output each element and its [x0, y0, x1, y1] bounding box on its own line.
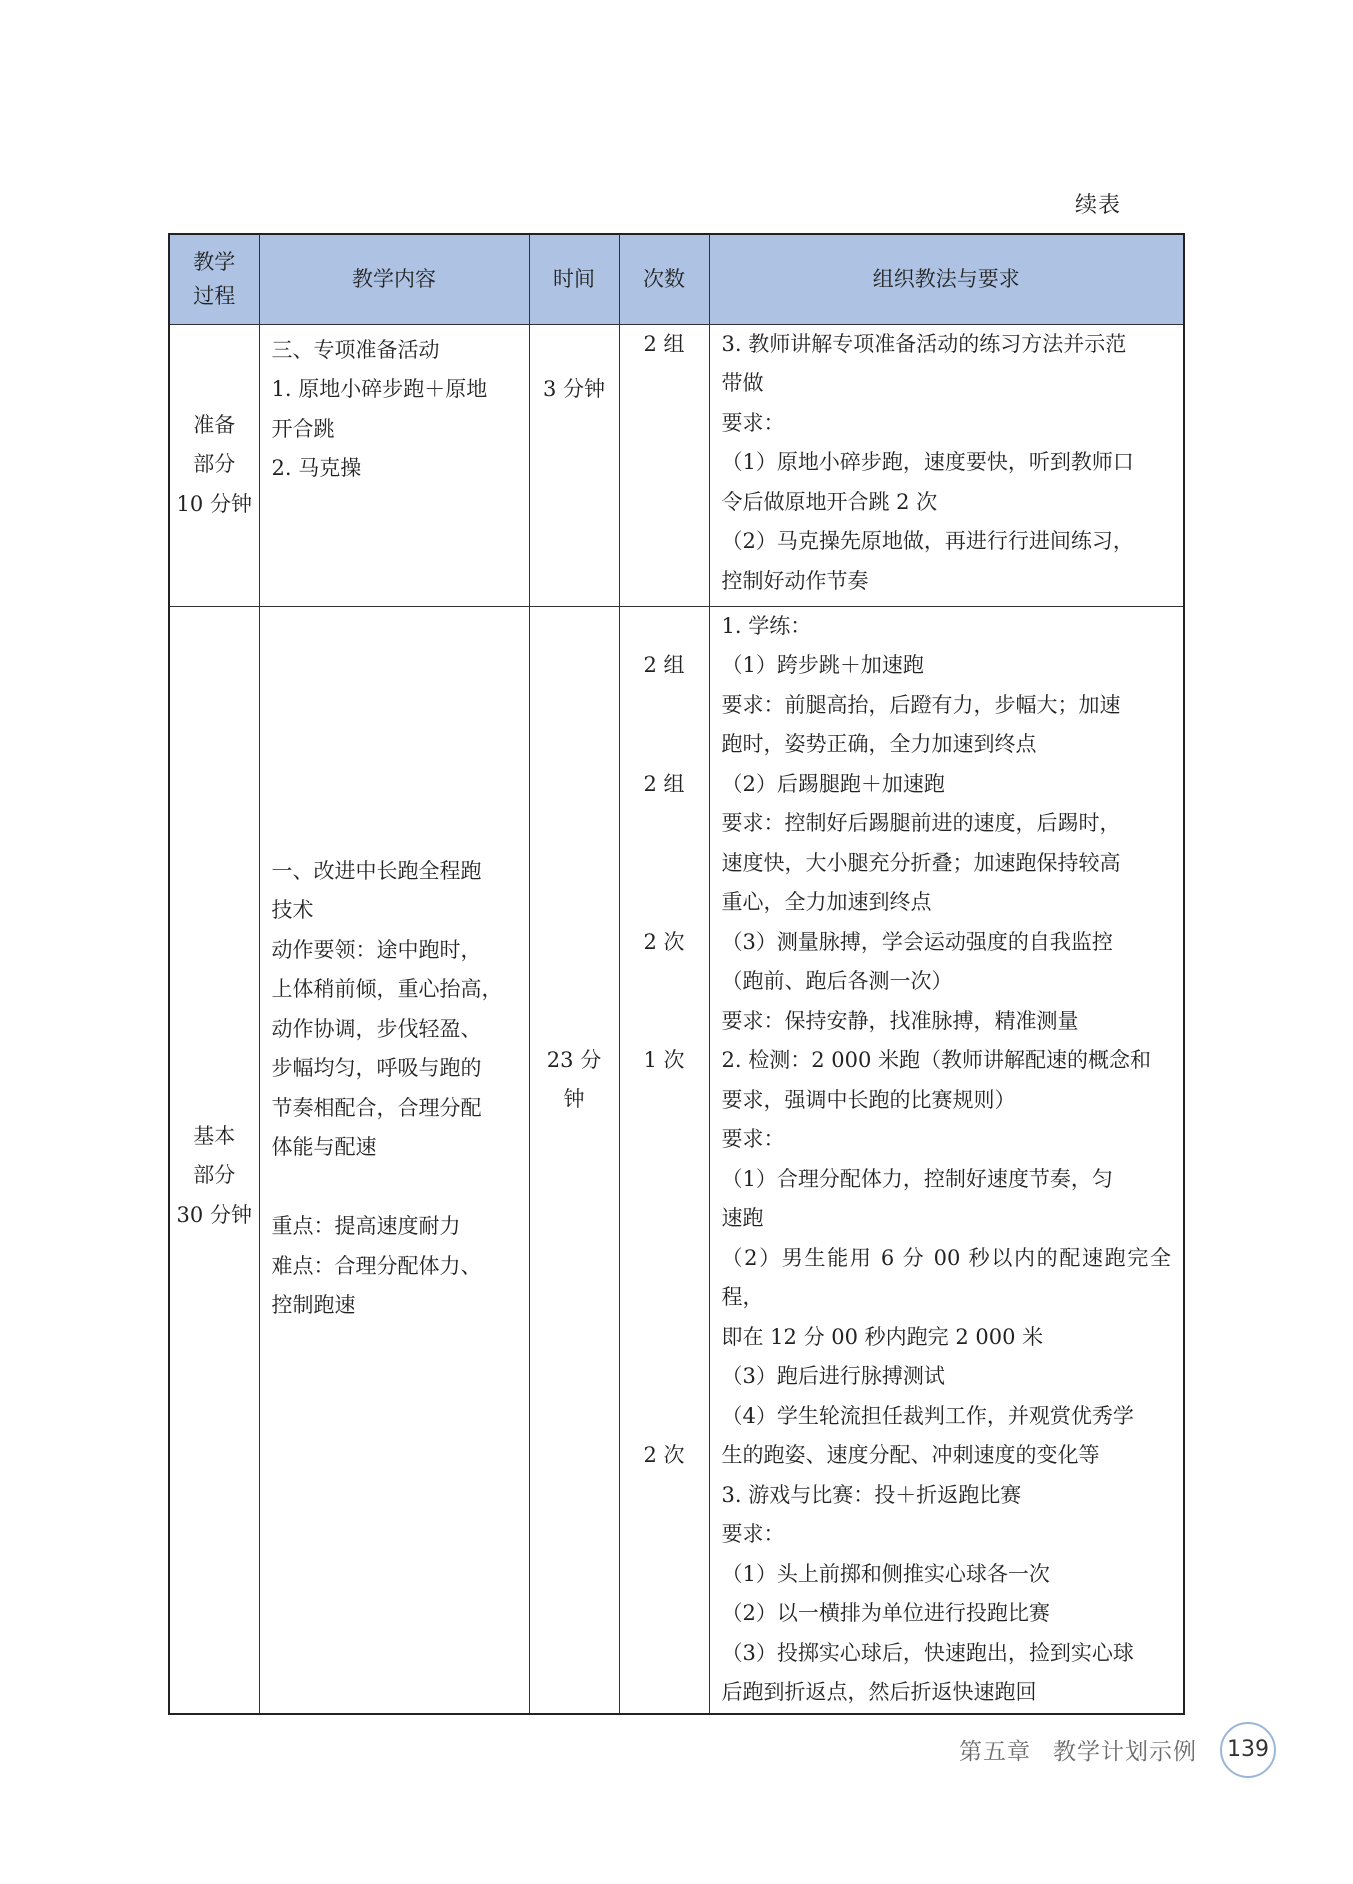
times-line — [632, 1239, 697, 1279]
times-line — [632, 804, 697, 844]
times-line — [632, 1120, 697, 1160]
method-line: 生的跑姿、速度分配、冲刺速度的变化等 — [721, 1443, 1100, 1467]
lesson-plan-table — [168, 233, 1185, 1715]
continued-label: 续表 — [1074, 193, 1121, 218]
method-line: 跑时，姿势正确，全力加速到终点 — [721, 732, 1037, 756]
times-line: 1 次 — [643, 1048, 685, 1072]
method-line: 3. 游戏与比赛：投＋折返跑比赛 — [721, 1482, 1022, 1507]
method-line: 速跑 — [721, 1206, 764, 1230]
method-line: 后跑到折返点，然后折返快速跑回 — [721, 1680, 1037, 1704]
times-line — [632, 962, 697, 1002]
times-line — [632, 1555, 697, 1595]
times-line — [632, 1081, 697, 1121]
method-line: （1）合理分配体力，控制好速度节奏，匀 — [721, 1166, 1113, 1191]
header-process: 教学 过程 — [169, 234, 259, 324]
times-line — [632, 1397, 697, 1437]
times-line — [632, 1476, 697, 1516]
content-cell: 三、专项准备活动 1. 原地小碎步跑＋原地 开合跳 2. 马克操 — [259, 324, 529, 606]
times-line — [632, 1357, 697, 1397]
method-line: 2. 检测：2 000 米跑（教师讲解配速的概念和 — [721, 1048, 1152, 1072]
content-cell: 一、改进中长跑全程跑 技术 动作要领：途中跑时， 上体稍前倾，重心抬高， 动作协调，步伐轻盈、 步幅均匀，呼吸与跑的 节奏相配合，合理分配 体能与配速 重点：提高速度耐力 难点：合理分配体力、 控制跑速 — [259, 606, 529, 1714]
table-row — [169, 324, 1184, 606]
page-number: 139 — [1220, 1722, 1276, 1778]
table-row — [169, 606, 1184, 1714]
method-line: 要求：前腿高抬，后蹬有力，步幅大；加速 — [721, 692, 1121, 717]
page-footer — [959, 1733, 1197, 1766]
method-line: 即在 12 分 00 秒内跑完 2 000 米 — [721, 1324, 1044, 1349]
times-line — [632, 607, 697, 647]
method-line: 要求： — [721, 1127, 785, 1151]
method-line: （1）头上前掷和侧推实心球各一次 — [721, 1561, 1050, 1586]
header-content: 教学内容 — [259, 234, 529, 324]
method-line: （2）后踢腿跑＋加速跑 — [721, 771, 945, 796]
times-line — [632, 1199, 697, 1239]
times-line: 2 次 — [643, 1443, 685, 1467]
header-times: 次数 — [619, 234, 709, 324]
time-cell: 3 分钟 — [529, 324, 619, 606]
times-line: 2 组 — [643, 771, 685, 796]
times-line — [632, 1278, 697, 1318]
times-line — [632, 686, 697, 726]
method-line: （2）男生能用 6 分 00 秒以内的配速跑完全程， — [721, 1245, 1171, 1309]
method-line: （跑前、跑后各测一次） — [721, 969, 953, 993]
chapter-title: 教学计划示例 — [1053, 1739, 1197, 1765]
chapter-label: 第五章 — [959, 1739, 1031, 1765]
times-line — [632, 725, 697, 765]
times-line — [632, 1002, 697, 1042]
method-line: 要求： — [721, 1522, 785, 1546]
header-time: 时间 — [529, 234, 619, 324]
method-line: （3）投掷实心球后，快速跑出，捡到实心球 — [721, 1640, 1134, 1665]
times-cell: 2 组 — [619, 324, 709, 606]
times-line — [632, 883, 697, 923]
times-line — [632, 1594, 697, 1634]
times-line — [632, 1515, 697, 1555]
method-line: 要求：控制好后踢腿前进的速度，后踢时， — [721, 811, 1121, 835]
method-line: （3）跑后进行脉搏测试 — [721, 1364, 945, 1388]
times-line — [632, 1318, 697, 1358]
times-line — [632, 844, 697, 884]
method-line: （2）以一横排为单位进行投跑比赛 — [721, 1601, 1050, 1625]
times-line: 2 组 — [643, 653, 685, 677]
times-line — [632, 1160, 697, 1200]
times-line: 2 次 — [643, 929, 685, 954]
method-line: 1. 学练： — [721, 613, 812, 638]
stage-cell: 基本 部分 30 分钟 — [169, 606, 259, 1714]
method-line: 速度快，大小腿充分折叠；加速跑保持较高 — [721, 850, 1121, 875]
time-cell: 23 分钟 — [529, 606, 619, 1714]
times-line — [632, 1634, 697, 1674]
method-line: 要求，强调中长跑的比赛规则） — [721, 1087, 1016, 1112]
method-line: （4）学生轮流担任裁判工作，并观赏优秀学 — [721, 1403, 1134, 1428]
method-cell: 3. 教师讲解专项准备活动的练习方法并示范 带做 要求： （1）原地小碎步跑，速度要快，听到教师口 令后做原地开合跳 2 次 （2）马克操先原地做，再进行行进间练习， 控制好动作节奏 — [709, 324, 1184, 606]
stage-cell: 准备 部分 10 分钟 — [169, 324, 259, 606]
method-line: 重心，全力加速到终点 — [721, 890, 932, 914]
method-line: （3）测量脉搏，学会运动强度的自我监控 — [721, 929, 1113, 954]
times-cell — [619, 606, 709, 1714]
method-line: （1）跨步跳＋加速跑 — [721, 653, 924, 677]
header-method: 组织教法与要求 — [709, 234, 1184, 324]
method-cell — [709, 606, 1184, 1714]
table-header-row — [169, 234, 1184, 324]
method-line: 要求：保持安静，找准脉搏，精准测量 — [721, 1008, 1079, 1033]
